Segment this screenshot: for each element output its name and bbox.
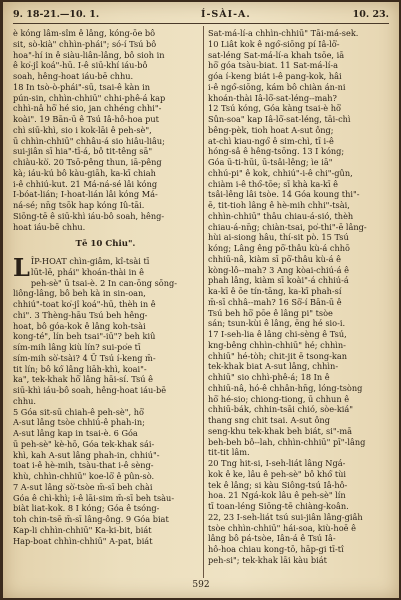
text-line: hoa. 21 Ngá-kok lâu ê peh-sè" lín — [208, 490, 346, 501]
text-line: 12 Tsú kóng, Góa kàng tsai-è hō͘ — [208, 103, 341, 114]
text-line: biàt liat-kok. 8 I kóng; Góa ê tsóng- — [13, 503, 160, 514]
text-line: ū chhìn-chhiū" chhâu-á sio hiâu-liâu; — [13, 135, 165, 146]
text-line: at-chì kiau-ngó͘ ê sim-chì, tī i-ê — [208, 135, 334, 146]
text-line: chiàu-kò͘. 20 Tsō-pêng thun, iā-pêng — [13, 157, 162, 167]
text-line: kà; iáu-kú bô kàu-giāh, ka-kī chiah — [13, 167, 156, 178]
text-line: khù, chhìn-chhiū" koe-lō͘ ê pûn-sò. — [13, 471, 155, 481]
text-line: peh-sè" ū tsai-è. 2 In can-ōng sōng- — [30, 277, 177, 288]
text-line: chhìn-chhiū" thâu chiau-á-sió, thèh — [208, 210, 354, 221]
text-line: ū peh-sè" kè-hō, Góa tek-khak sái- — [13, 438, 155, 449]
text-line: A-sut lâng kap in tsai-è. 6 Góa — [13, 428, 138, 438]
text-line: 5 Góa sit-sū chiah-ê peh-sè", hō͘ — [13, 406, 144, 417]
text-line: góa í-keng biát i-ê pang-kok, hâi — [208, 71, 342, 81]
text-line: seng-khu tek-khak beh biát, si"-mā — [208, 425, 353, 436]
text-line: tsòe chhìn-chhiū" hái-soa, kiù-hoē ê — [208, 522, 356, 533]
running-header — [13, 6, 389, 22]
text-line: chhiū-nâ, kiàm sī pō͘-thâu kù-á ê — [208, 253, 341, 264]
text-line: thang sng chit tsai. A-sut ông — [208, 415, 330, 425]
text-line: beh-beh bô--lah, chhìn-chhiū" pī"-lâng — [208, 436, 366, 447]
text-line: sit, sò-kià" chhìn-phái"; só-í Tsú bô — [13, 38, 157, 49]
text-line: Sat-má-lí-a chhìn-chhiū" Tāi-má-sek. — [208, 28, 359, 38]
text-line: hóng-sâ ê hêng-tsōng. 13 I kóng; — [208, 146, 345, 157]
header-right-reference: 10. 23. — [352, 8, 389, 20]
text-line: Siōng-tē ê siū-khì iáu-bô soah, hêng- — [13, 210, 165, 221]
text-line: sat-léng Sat-má-lí-a khah tsōe, iā — [208, 49, 345, 60]
text-line: hoa"-hí in ê siàu-liân-lâng, bô sioh in — [13, 49, 165, 60]
text-line: chhiū" sio chhì-phê-á; 18 In ê — [208, 372, 330, 382]
text-line: chì siū-khì, sio i kok-lāi ê peh-sè", — [13, 124, 152, 135]
text-line: ē, tit-tioh lâng ê hè-mih chhi"-tsài, — [208, 200, 350, 210]
text-line: Góa ū-ti-hūi, ū-tsâi-lêng; ìe iā" — [208, 157, 333, 167]
text-line: bêng-pèk, tioh hoat A-sut ông; — [208, 124, 334, 135]
text-line: siū-khì iáu-bô soah, hêng-hoat iáu-bē — [13, 385, 167, 395]
text-line: chi". 3 Thèng-hāu Tsú beh hêng- — [13, 309, 148, 320]
text-line: Góa ê chì-khì; i-ê lāi-sim m̄-sī beh tsàu- — [13, 492, 175, 503]
header-rule — [13, 23, 389, 24]
text-line: toat i-ê hè-mih, tsàu-that i-ê sèng- — [13, 460, 154, 471]
text-line: Hap-boat chhìn-chhiū" A-pat, biát — [13, 535, 153, 546]
header-left-reference: 9. 18-21.—10. 1. — [13, 8, 100, 20]
text-line: kng-bêng chhìn-chhiū" hé; chhìn- — [208, 339, 346, 350]
text-line: koài". 19 Bān-ū ê Tsú Iâ-hô-hoa put — [13, 114, 159, 124]
text-line: soah, hêng-hoat iáu-bē chhu. — [13, 71, 134, 81]
text-line: sím-mih sò͘-tsài? 4 Ū Tsú í-keng m̄- — [13, 352, 156, 363]
text-line: hō͘ hé-sio; chiong-tiong, ū chhun ê — [208, 393, 350, 404]
text-line: ka", tek-khak hō͘ lâng hāi-sí. Tsú ê — [13, 374, 153, 385]
text-line: chhu. — [13, 395, 37, 406]
text-line: hô-hoa chiau kong-tō, hāp-gi tī-tî — [208, 544, 344, 554]
text-line: hoat, bô góa-kok ê lâng koh-tsài — [13, 320, 146, 331]
column-divider — [203, 26, 204, 578]
text-line: chhiū" hé-tòh; chit-jit ē tsong-kan — [208, 350, 347, 361]
text-line: ê ko͘-jî koá"-hū. I-ê siū-khí iáu-bô — [13, 60, 148, 71]
left-column-text-b — [13, 253, 198, 546]
text-line: 22, 23 I-seh-liát tsú sui-jiân lâng-giâh — [208, 511, 363, 522]
text-line: chhiū-nâ, hó-ê chhân-hn̄g, lóng-tsòng — [208, 382, 363, 393]
text-line: khoán-thài Iâ-lō͘-sat-léng--mah? — [208, 92, 337, 103]
text-line: Kap-li chhìn-chhiū" Ka-ki-bit, biát — [13, 524, 152, 535]
left-column — [13, 28, 198, 576]
text-line: 18 In tsò-ò-phái"-sū, tsai-ê kàn in — [13, 81, 151, 92]
text-line: tsâi-lêng lâi tsòe. 14 Góa koung thi"- — [208, 189, 360, 200]
text-line: phah lâng, kiàm sī koài"-á chhiú-á — [208, 275, 349, 286]
text-line: kòng-lô--mah? 3 Ang kòai-chiú-á ê — [208, 264, 350, 275]
text-line: A-sut lâng tsòe chhiú-ê phah-in; — [13, 417, 145, 428]
text-line: i-ê chhiú-kut. 21 Má-ná-sé lâi kóng — [13, 178, 158, 189]
text-line: 7 A-sut lâng sò͘-tsòe m̄-sī beh chài — [13, 481, 153, 492]
text-line: sui-jiân sī hia"-tī-á, bô tit-têng sā" — [13, 146, 153, 157]
text-line: tī toan-léng Siōng-tē chiàng-koân. — [208, 501, 349, 511]
chapter-heading: Tē 10 Chiu". — [75, 239, 136, 250]
text-line: liông-lâng, bô beh kà in sin-oan, — [13, 288, 146, 299]
text-line: ka-kī ê ōe tín-tāng, ka-kī phah-sí — [208, 286, 342, 296]
text-line: sán; tsun-kùi ê lâng, ēng hé sio-i. — [208, 318, 346, 329]
text-line: 17 I-seh-lia ê lâng chi-sèng ê Tsú, — [208, 329, 347, 339]
text-line: chhiū-bák, chhin-tsāi chió, sòe-kiá" — [208, 404, 354, 415]
text-line: hùi ai-siong hâu, thí-sit pò. 15 Tsú — [208, 232, 349, 243]
text-line: sím-mih lâng kiù lín? sui-po͘e tī — [13, 342, 141, 352]
text-line: tek-khak biat A-sut lâng, chhìn- — [208, 361, 339, 372]
text-line: hō͘ góa tsàu-biat. 11 Sat-má-lí-a — [208, 60, 338, 71]
left-column-text-a — [13, 28, 198, 232]
text-line: chhiú"-toat ko͘-jî koá"-hū, thèh in ê — [13, 299, 156, 309]
text-line: Sûn-soa" kap Iâ-lō͘-sat-léng, tāi-chì — [208, 114, 351, 124]
text-line: lūt-lē, phái" khoán-thài in ê — [30, 266, 144, 277]
text-line: tit lín; bô kó͘ lâng liāh-khì, koai"- — [13, 363, 147, 374]
text-line: m̄-sī chhâ--mah? 16 Sō͘-í Bān-ū ê — [208, 296, 342, 307]
book-page — [3, 2, 399, 598]
text-line: chiau-á-nn̄g; chiàn-tsai, po͘-thi"-ē lâng- — [208, 221, 367, 232]
text-line: kóng; Lâng êng pō͘-thâu kù-á chhō — [208, 243, 350, 253]
drop-cap-letter: L — [13, 253, 30, 282]
text-line: pún-sin, chhìn-chhiū" chhi-phê-á kap — [13, 92, 166, 103]
text-line: I-bóat-lián; I-hoat-lián lâi kóng Má- — [13, 189, 158, 200]
text-line: peh-si"; tek-khak lāi kàu biát — [208, 554, 327, 565]
text-line: chhú-pi" ê kok, chhiú"-i-ê chi"-gûn, — [208, 167, 353, 178]
text-line: i-ê ngó͘-siōng, kám bô chiàn án-ni — [208, 81, 346, 92]
page-number: 592 — [192, 580, 210, 590]
text-line: lâng bô pá-tsòe, Iân-á ê Tsú Iâ- — [208, 533, 336, 544]
text-line: chiàm i-ê thó͘-tōe; sī khà ka-kī ê — [208, 178, 339, 189]
text-line: hoat iáu-bē chhu. — [13, 221, 86, 232]
right-column-text — [208, 28, 391, 566]
text-line: toh chin-tsē m̄-sī lâng-ông. 9 Góa biat — [13, 514, 169, 524]
text-line: tit-tit lâm. — [208, 447, 250, 458]
text-line: tek ê lâng; si kàu Siông-tsú Iâ-hô- — [208, 479, 348, 490]
right-column — [208, 28, 391, 576]
text-line: ÎP-HOAT chìn-giâm, kî-tsài tī — [30, 256, 150, 266]
text-line: kok ê ke, lâu ê peh-sè" bô khó͘ tùi — [208, 468, 347, 479]
text-line: 20 Tng hit-si, I-seh-liát lâng Ngá- — [208, 458, 346, 468]
text-line: 10 Liât kok ê ngó͘-siōng pí Iâ-lō͘- — [208, 38, 340, 49]
text-line: khì, kah A-sut lâng phah-in, chhiú"- — [13, 449, 160, 460]
drop-cap-paragraph — [13, 253, 198, 282]
text-line: chhì-nâ hō͘ hé sio, jan chhéng chhi"- — [13, 103, 162, 114]
header-book-title: Í-SÀI-A. — [201, 8, 251, 20]
text-line: Tsú beh hō͘ pōe ê lâng pi" tsòe — [208, 307, 333, 318]
text-line: kong-té", lín beh tsai"-iū"? beh kiû — [13, 331, 156, 342]
text-line: è kóng lâm-sîm ê lâng, kóng-ōe bô — [13, 28, 156, 38]
text-line: ná-sé; nn̄g tsōk hap kóng Iû-tāi. — [13, 200, 145, 210]
